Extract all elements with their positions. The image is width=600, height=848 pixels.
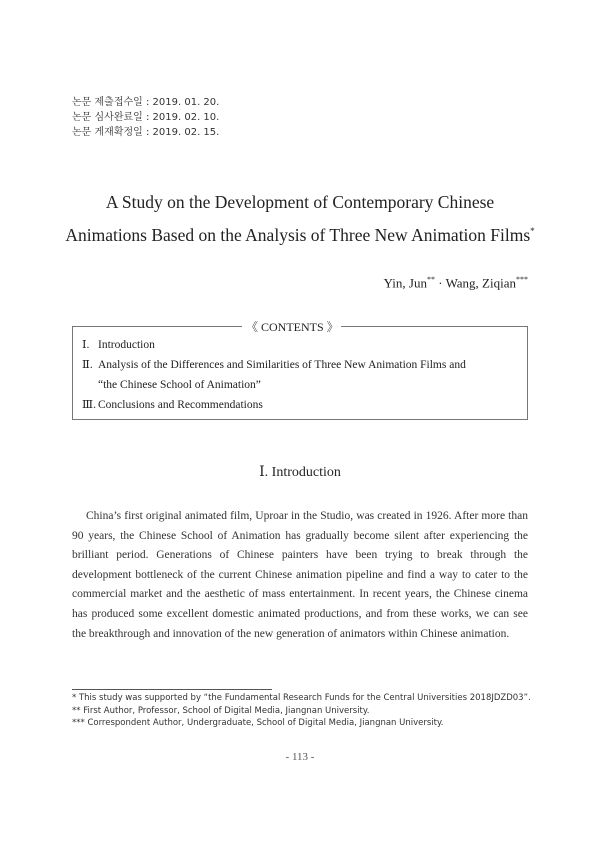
footnote-first-author: ** First Author, Professor, School of Digital Media, Jiangnan University.	[72, 705, 370, 716]
author-1: Yin, Jun	[383, 275, 427, 291]
author-separator: ·	[438, 275, 443, 291]
paper-title	[40, 188, 560, 250]
author-line: Yin, Jun** · Wang, Ziqian***	[383, 275, 528, 291]
title-footnote-mark: *	[530, 226, 535, 236]
submission-dates	[72, 95, 219, 140]
date-accepted: 논문 게재확정일 : 2019. 02. 15.	[72, 127, 220, 138]
footnote-funding: * This study was supported by “the Fundamental Research Funds for the Central Universities 2018JDZD03”.	[72, 693, 531, 703]
date-submitted: 논문 제출접수일 : 2019. 01. 20.	[72, 97, 220, 108]
contents-rule-left	[72, 326, 242, 327]
body-paragraph: China’s first original animated film, Uproar in the Studio, was created in 1926. After more than 90 years, the Chinese School of Animation has gradually become silent after experiencing the brilliant period. Generations of Chinese painters have been trying to break through the development bottleneck of the current Chinese animation pipeline and find a way to cater to the commercial market and the aesthetic of mass entertainment. In recent years, the Chinese cinema has produced some excellent domestic animated productions, and from these works, we can see the breakthrough and innovation of the new generation of animators within Chinese animation.	[72, 510, 528, 640]
toc-item: Ⅲ. Conclusions and Recommendations	[82, 399, 263, 411]
footnotes	[72, 692, 531, 730]
toc-item: Ⅱ. Analysis of the Differences and Similarities of Three New Animation Films and	[82, 359, 466, 371]
page-number: - 113 -	[285, 751, 315, 763]
contents-rule-right	[341, 326, 528, 327]
footnote-divider	[72, 689, 272, 690]
date-reviewed: 논문 심사완료일 : 2019. 02. 10.	[72, 112, 220, 123]
footnote-correspondent-author: *** Correspondent Author, Undergraduate, School of Digital Media, Jiangnan University.	[72, 718, 444, 728]
toc-item: Ⅰ. Introduction	[82, 339, 155, 351]
title-line-2: Animations Based on the Analysis of Three New Animation Films*	[65, 224, 535, 245]
section-heading: Ⅰ. Introduction	[259, 465, 341, 480]
contents-label: 《 CONTENTS 》	[246, 320, 339, 334]
title-line-1: A Study on the Development of Contemporary Chinese	[105, 192, 495, 212]
table-of-contents	[82, 335, 522, 415]
toc-item-continued: “the Chinese School of Animation”	[98, 379, 261, 391]
author-2: Wang, Ziqian	[445, 275, 516, 291]
